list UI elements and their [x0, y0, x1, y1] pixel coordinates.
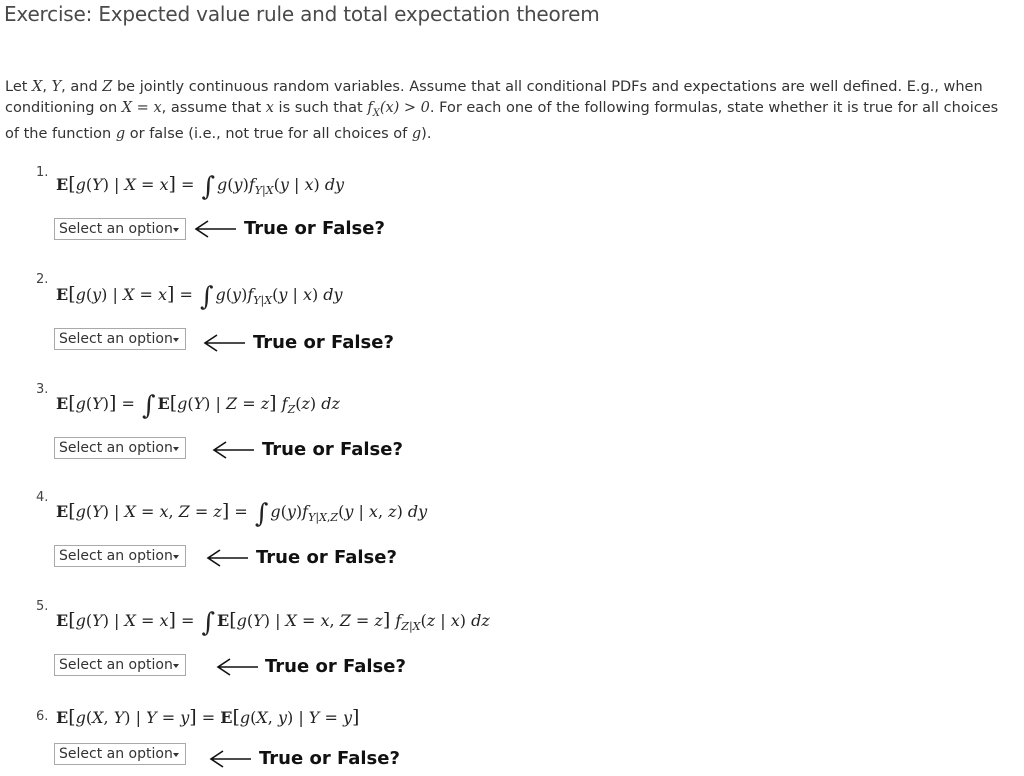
- question-number: 4.: [36, 490, 49, 505]
- dropdown-arrow-icon: [173, 664, 179, 668]
- formula-2: E[g(y) | X = x] = ∫ $g(y)f_{Y|X}(y$ | x) dy: [56, 282, 343, 312]
- dropdown-arrow-icon: [173, 228, 179, 232]
- question-number: 5.: [36, 599, 49, 614]
- dropdown-arrow-icon: [173, 753, 179, 757]
- handwritten-arrow-icon: [194, 219, 238, 239]
- answer-select-5[interactable]: Select an option: [54, 654, 186, 676]
- true-false-note: True or False?: [244, 218, 385, 239]
- handwritten-arrow-icon: [209, 749, 253, 769]
- true-false-note: True or False?: [259, 748, 400, 769]
- dropdown-arrow-icon: [173, 555, 179, 559]
- true-false-note: True or False?: [262, 439, 403, 460]
- formula-1: E[g(Y) | X = x] = ∫ $g(y)f_{Y|X}(y$ | x) dy: [56, 172, 345, 202]
- dropdown-arrow-icon: [173, 447, 179, 451]
- handwritten-arrow-icon: [212, 440, 256, 460]
- answer-select-3[interactable]: Select an option: [54, 437, 186, 459]
- formula-3: E[g(Y)] = ∫ E[g(Y) | Z = z] $f_Z(z)$ dz: [56, 391, 340, 421]
- question-number: 1.: [36, 165, 49, 180]
- answer-select-6[interactable]: Select an option: [54, 743, 186, 765]
- dropdown-arrow-icon: [173, 338, 179, 342]
- problem-statement: Let X, Y, and Z be jointly continuous random variables. Assume that all conditional PDFs and expectations are well defined. E.g., when conditioning on X = x, assume that x is such that $f_X(x) > 0$. For each one of the following formulas, state whether it is true for all choices of the function g or false (i.e., not true for all choices of g).: [5, 79, 999, 142]
- page-title: Exercise: Expected value rule and total expectation theorem: [4, 2, 600, 26]
- true-false-note: True or False?: [256, 547, 397, 568]
- handwritten-arrow-icon: [203, 333, 247, 353]
- formula-5: E[g(Y) | X = x] = ∫ E[g(Y) | X = x, Z = z] $f_{Z|X}(z$ | x) dz: [56, 608, 490, 638]
- answer-select-2[interactable]: Select an option: [54, 328, 186, 350]
- answer-select-1[interactable]: Select an option: [54, 218, 186, 240]
- question-number: 2.: [36, 272, 49, 287]
- handwritten-arrow-icon: [206, 548, 250, 568]
- handwritten-arrow-icon: [216, 657, 260, 677]
- formula-6: E[g(X, Y) | Y = y] = E[g(X, y) | Y = y]: [56, 706, 360, 728]
- true-false-note: True or False?: [253, 332, 394, 353]
- true-false-note: True or False?: [265, 656, 406, 677]
- answer-select-4[interactable]: Select an option: [54, 545, 186, 567]
- formula-4: E[g(Y) | X = x, Z = z] = ∫ $g(y)f_{Y|X,Z}(y$ | x, z) dy: [56, 499, 428, 529]
- question-number: 6.: [36, 709, 49, 724]
- question-number: 3.: [36, 382, 49, 397]
